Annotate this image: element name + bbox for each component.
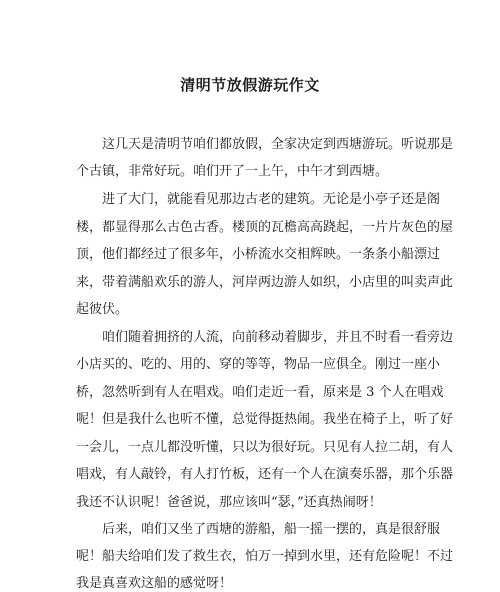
- paragraph-line: 这几天是清明节咱们都放假，全家决定到西塘游玩。听说那是: [102, 137, 454, 152]
- paragraph-line: 进了大门，就能看见那边古老的建筑。无论是小亭子还是阁: [102, 192, 441, 207]
- paragraph-line: 来，带着满船欢乐的游人，河岸两边游人如织，小店里的叫卖声此: [76, 275, 454, 290]
- document-title: 清明节放假游玩作文: [180, 76, 320, 94]
- paragraph-line: 顶，他们都经过了很多年，小桥流水交相辉映。一条条小船漂过: [76, 247, 441, 262]
- paragraph-line: 唱戏，有人敲铃，有人打竹板，还有一个人在演奏乐器，那个乐器: [76, 467, 454, 482]
- paragraph-line: 起彼伏。: [76, 302, 129, 317]
- paragraph-line: 桥，忽然听到有人在唱戏。咱们走近一看，原来是 3 个人在唱戏: [76, 385, 444, 400]
- paragraph-line: 楼，都显得那么古色古香。楼顶的瓦檐高高跷起，一片片灰色的屋: [76, 220, 454, 235]
- paragraph-line: 呢！但是我什么也听不懂，总觉得挺热闹。我坐在椅子上，听了好: [76, 412, 454, 427]
- paragraph-line: 我还不认识呢！爸爸说，那应该叫“瑟，”还真热闹呀！: [76, 495, 382, 510]
- paragraph-line: 呢！船夫给咱们发了救生衣，怕万一掉到水里，还有危险呢！不过: [76, 549, 454, 564]
- paragraph-line: 后来，咱们又坐了西塘的游船，船一摇一摆的，真是很舒服: [102, 522, 441, 537]
- paragraph-line: 我是真喜欢这船的感觉呀！: [76, 576, 233, 591]
- paragraph-line: 小店买的、吃的、用的、穿的等等，物品一应俱全。刚过一座小: [76, 357, 441, 372]
- paragraph-line: 咱们随着拥挤的人流，向前移动着脚步，并且不时看一看旁边: [102, 330, 454, 345]
- paragraph-line: 一会儿，一点儿都没听懂，只以为很好玩。只见有人拉二胡，有人: [76, 440, 454, 455]
- paragraph-line: 个古镇，非常好玩。咱们开了一上午，中午才到西塘。: [76, 164, 389, 179]
